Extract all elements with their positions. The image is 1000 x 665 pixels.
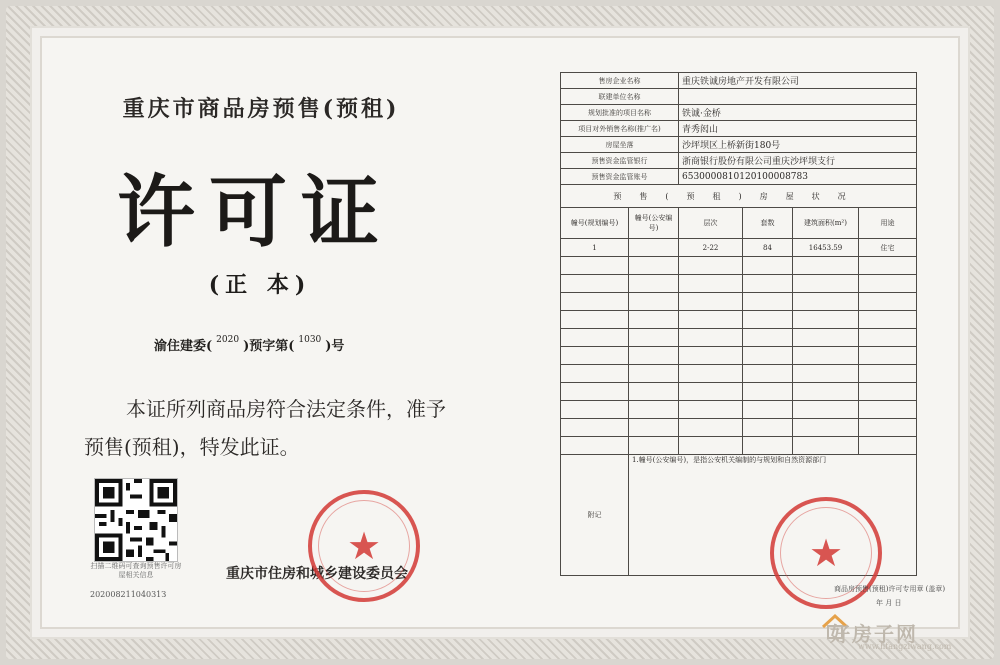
table-cell — [629, 239, 679, 257]
seal-ring — [318, 500, 410, 592]
table-cell — [793, 347, 859, 365]
info-row — [561, 73, 917, 89]
table-cell — [859, 437, 917, 455]
table-row — [561, 257, 917, 275]
certificate-body-text: 本证所列商品房符合法定条件，准予预售(预租)，特发此证。 — [84, 397, 446, 459]
table-cell — [679, 257, 743, 275]
table-cell — [679, 437, 743, 455]
col-header: 建筑面积(m²) — [793, 208, 859, 239]
info-label: 预售资金监管银行 — [561, 153, 679, 169]
permit-number: 1030 — [298, 335, 322, 345]
table-cell — [561, 275, 629, 293]
table-cell — [793, 293, 859, 311]
info-value: 6530000810120100008783 — [679, 169, 917, 185]
info-label: 售房企业名称 — [561, 73, 679, 89]
table-cell — [679, 293, 743, 311]
info-row — [561, 105, 917, 121]
table-cell — [629, 293, 679, 311]
table-cell — [561, 329, 629, 347]
permit-prefix: 渝住建委( — [154, 339, 213, 354]
star-icon: ★ — [346, 524, 382, 568]
issuer-name: 重庆市住房和城乡建设委员会 — [226, 566, 408, 582]
table-cell: 住宅 — [859, 239, 917, 257]
table-cell — [793, 329, 859, 347]
section-title: 预售(预租)房屋状况 — [561, 185, 917, 208]
date-line: 年 月 日 — [876, 599, 902, 607]
info-label: 规划批准的项目名称 — [561, 105, 679, 121]
table-cell — [743, 365, 793, 383]
table-cell — [859, 329, 917, 347]
stamp-line: 商品房预售(预租)许可专用章 (盖章) — [834, 585, 946, 593]
table-cell — [561, 293, 629, 311]
column-header-row — [561, 208, 917, 239]
table-cell — [679, 329, 743, 347]
table-cell — [743, 437, 793, 455]
table-cell — [743, 383, 793, 401]
table-cell — [859, 383, 917, 401]
table-cell — [743, 419, 793, 437]
table-row — [561, 293, 917, 311]
table-cell — [629, 383, 679, 401]
permit-suffix: )号 — [325, 339, 345, 354]
table-cell — [629, 275, 679, 293]
table-cell — [679, 383, 743, 401]
table-cell — [561, 365, 629, 383]
table-cell — [561, 347, 629, 365]
info-value: 青秀闳山 — [679, 121, 917, 137]
table-cell — [629, 311, 679, 329]
table-cell — [859, 347, 917, 365]
table-cell — [743, 293, 793, 311]
table-cell — [679, 365, 743, 383]
table-cell — [793, 365, 859, 383]
qr-caption: 扫描二维码可查询预售许可房屋相关信息 — [90, 562, 182, 579]
table-cell — [793, 437, 859, 455]
table-row — [561, 329, 917, 347]
info-label: 预售资金监管账号 — [561, 169, 679, 185]
table-cell: 84 — [743, 239, 793, 257]
table-cell — [743, 347, 793, 365]
table-cell — [679, 347, 743, 365]
table-cell — [743, 329, 793, 347]
table-cell: 2-22 — [679, 239, 743, 257]
certificate-subtitle: 重庆市商品房预售(预租) — [122, 96, 400, 122]
info-row — [561, 153, 917, 169]
table-row — [561, 275, 917, 293]
notes-label: 附记 — [561, 455, 629, 576]
table-cell — [679, 275, 743, 293]
col-header: 幢号(规划编号) — [561, 208, 629, 239]
table-cell: 1 — [561, 239, 629, 257]
table-cell — [743, 257, 793, 275]
table-cell — [793, 401, 859, 419]
table-row — [561, 239, 917, 257]
table-cell — [743, 311, 793, 329]
watermark-url: www.hfangziwang.com — [858, 642, 952, 651]
table-cell — [679, 419, 743, 437]
permit-number-line — [154, 335, 344, 354]
table-row — [561, 311, 917, 329]
table-cell — [561, 401, 629, 419]
table-row — [561, 437, 917, 455]
permit-year: 2020 — [216, 335, 240, 345]
original-copy-label: (正 本) — [208, 272, 312, 298]
table-cell — [629, 401, 679, 419]
info-value — [679, 89, 917, 105]
star-icon: ★ — [808, 531, 844, 575]
table-cell — [743, 401, 793, 419]
table-cell — [629, 329, 679, 347]
table-cell — [629, 365, 679, 383]
qr-code[interactable] — [94, 478, 178, 562]
section-title-row — [561, 185, 917, 208]
serial-number: 20200821104031З — [90, 590, 167, 599]
table-cell — [859, 401, 917, 419]
watermark-text: 好房子网 — [830, 622, 918, 646]
table-cell — [859, 365, 917, 383]
info-label: 项目对外销售名称(推广名) — [561, 121, 679, 137]
table-cell — [793, 275, 859, 293]
property-info-table — [560, 72, 917, 576]
info-value: 铁诚·金桥 — [679, 105, 917, 121]
table-row — [561, 347, 917, 365]
table-cell — [793, 383, 859, 401]
table-row — [561, 419, 917, 437]
table-cell — [561, 419, 629, 437]
col-header: 层次 — [679, 208, 743, 239]
table-cell — [859, 419, 917, 437]
table-cell — [561, 311, 629, 329]
table-cell — [743, 275, 793, 293]
table-row — [561, 401, 917, 419]
table-cell — [859, 257, 917, 275]
col-header: 用途 — [859, 208, 917, 239]
info-row — [561, 169, 917, 185]
table-cell — [793, 419, 859, 437]
official-seal — [308, 490, 420, 602]
col-header: 套数 — [743, 208, 793, 239]
table-row — [561, 365, 917, 383]
table-cell — [561, 383, 629, 401]
info-row — [561, 89, 917, 105]
info-row — [561, 121, 917, 137]
info-value: 重庆铁诚房地产开发有限公司 — [679, 73, 917, 89]
table-cell — [679, 401, 743, 419]
table-cell — [859, 293, 917, 311]
permit-mid: )预字第( — [243, 339, 295, 354]
certificate-title: 许可证 — [116, 167, 393, 258]
info-label: 房屋坐落 — [561, 137, 679, 153]
table-cell — [561, 257, 629, 275]
table-cell — [629, 437, 679, 455]
table-row — [561, 383, 917, 401]
info-value: 浙商银行股份有限公司重庆沙坪坝支行 — [679, 153, 917, 169]
table-cell — [679, 311, 743, 329]
info-row — [561, 137, 917, 153]
info-label: 联建单位名称 — [561, 89, 679, 105]
table-cell — [793, 257, 859, 275]
table-cell — [629, 347, 679, 365]
col-header: 幢号(公安编号) — [629, 208, 679, 239]
notes-text: 1.幢号(公安编号)，是指公安机关编制的与规划和自然资源部门 — [629, 455, 917, 576]
table-cell — [859, 311, 917, 329]
table-cell — [629, 419, 679, 437]
info-value: 沙坪坝区上桥新街180号 — [679, 137, 917, 153]
table-cell — [793, 311, 859, 329]
table-cell: 16453.59 — [793, 239, 859, 257]
table-cell — [629, 257, 679, 275]
table-cell — [859, 275, 917, 293]
table-cell — [561, 437, 629, 455]
